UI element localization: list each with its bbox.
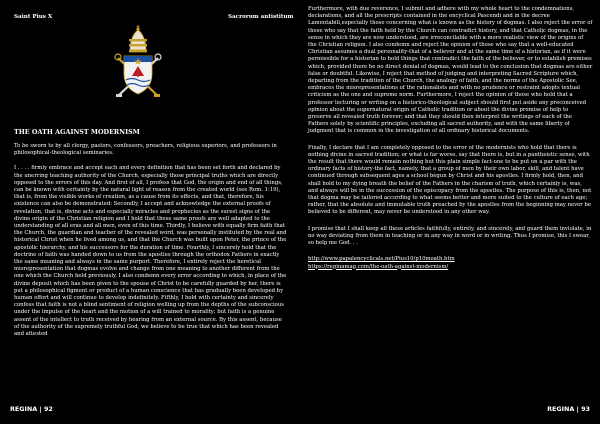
right-text-column	[308, 6, 593, 271]
running-header-author: Saint Pius X	[14, 14, 53, 20]
left-text-column	[14, 143, 288, 343]
body-paragraph-1: Furthermore, with due reverence, I submit and adhere with my whole heart to the condemnations, declarations, and all the prescripts contained in the encyclical Pascendi and in the decree Lamentabili,especially those concerning what is known as the history of dogmas. I also reject the error of those who say that the faith held by the Church can contradict history, and that Catholic dogmas, in the sense in which they are now understood, are irreconcilable with a more realistic view of the origins of the Christian religion. I also condemn and reject the opinion of those who say that a well-educated Christian assumes a dual personality-that of a believer and at the same time of a historian, as if it were permissible for a historian to hold things that contradict the faith of the believer, or to establish premises which, provided there be no direct denial of dogmas, would lead to the conclusion that dogmas are either false or doubtful. Likewise, I reject that method of judging and interpreting Sacred Scripture which, departing from the tradition of the Church, the analogy of faith, and the norms of the Apostolic See, embraces the misrepresentations of the rationalists and with no prudence or restraint adopts textual criticism as the one and supreme norm. Furthermore, I reject the opinion of those who hold that a professor lecturing or writing on a historico-theological subject should first put aside any preconceived opinion about the supernatural origin of Catholic tradition or about the divine promise of help to preserve all revealed truth forever; and that they should then interpret the writings of each of the Fathers solely by scientific principles, excluding all sacred authority, and with the same liberty of judgment that is common in the investigation of all ordinary historical documents.	[308, 6, 593, 135]
article-title: THE OATH AGAINST MODERNISM	[14, 128, 140, 136]
source-link-regina[interactable]: https://reginamag.com/the-oath-against-modernism/	[308, 263, 449, 270]
article-body-paragraph: I . . . . firmly embrace and accept each and every definition that has been set forth and declared by the unerring teaching authority of the Church, especially those principal truths which are directly opposed to the errors of this day. And first of all, I profess that God, the origin and end of all things, can be known with certainty by the natural light of reason from the created world (see Rom. 1:19), that is, from the visible works of creation, as a cause from its effects, and that, therefore, his existence can also be demonstrated: Secondly, I accept and acknowledge the external proofs of revelation, that is, divine acts and especially miracles and prophecies as the surest signs of the divine origin of the Christian religion and I hold that these same proofs are well adapted to the understanding of all eras and all men, even of this time. Thirdly, I believe with equally firm faith that the Church, the guardian and teacher of the revealed word, was personally instituted by the real and historical Christ when he lived among us, and that the Church was built upon Peter, the prince of the apostolic hierarchy, and his successors for the duration of time. Fourthly, I sincerely hold that the doctrine of faith was handed down to us from the apostles through the orthodox Fathers in exactly the same meaning and always in the same purport. Therefore, I entirely reject the heretical misrepresentation that dogmas evolve and change from one meaning to another different from the one which the Church held previously. I also condemn every error according to which, in place of the divine deposit which has been given to the spouse of Christ to be carefully guarded by her, there is put a philosophical figment or product of a human conscience that has gradually been developed by human effort and will continue to develop indefinitely. Fifthly, I hold with certainty and sincerely confess that faith is not a blind sentiment of religion welling up from the depths of the subconscious under the impulse of the heart and the motion of a will trained to morality; but faith is a genuine assent of the intellect to truth received by hearing from an external source. By this assent, because of the authority of the supremely truthful God, we believe to be true that which has been revealed and attested	[14, 165, 287, 338]
article-intro: To be sworn to by all clergy, pastors, confessors, preachers, religious superiors, and professors in philosophical-theological seminaries.	[14, 143, 277, 157]
right-page	[300, 0, 600, 424]
source-link-papal-encyclicals[interactable]: http://www.papalencyclicals.net/Pius10/p10moath.htm	[308, 256, 455, 263]
papal-tiara-icon	[129, 25, 147, 52]
body-paragraph-3: I promise that I shall keep all these articles faithfully, entirely, and sincerely, and guard them inviolate, in no way deviating from them in teaching or in any way in word or in writing. Thus I promise, this I swear, so help me God. . .	[308, 225, 592, 247]
page-footer-left: REGINA | 92	[10, 405, 53, 413]
body-paragraph-2: Finally, I declare that I am completely opposed to the error of the modernists who hold that there is nothing divine in sacred tradition; or what is far worse, say that there is, but in a pantheistic sense, with the result that there would remain nothing but this plain simple fact-one to be put on a par with the ordinary facts of history-the fact, namely, that a group of men by their own labor, skill, and talent have continued through subsequent ages a school begun by Christ and his apostles. I firmly hold, then, and shall hold to my dying breath the belief of the Fathers in the charism of truth, which certainly is, was, and always will be in the succession of the episcopacy from the apostles. The purpose of this is, then, not that dogma may be tailored according to what seems better and more suited to the culture of each age; rather, that the absolute and immutable truth preached by the apostles from the beginning may never be believed to be different, may never be understood in any other way.	[308, 144, 592, 216]
source-links	[308, 256, 593, 270]
papal-coat-of-arms-icon	[110, 22, 166, 102]
page-footer-right: REGINA | 93	[547, 405, 590, 413]
shield-icon	[124, 56, 152, 94]
running-header-title: Sacrorum antistitum	[228, 14, 294, 20]
